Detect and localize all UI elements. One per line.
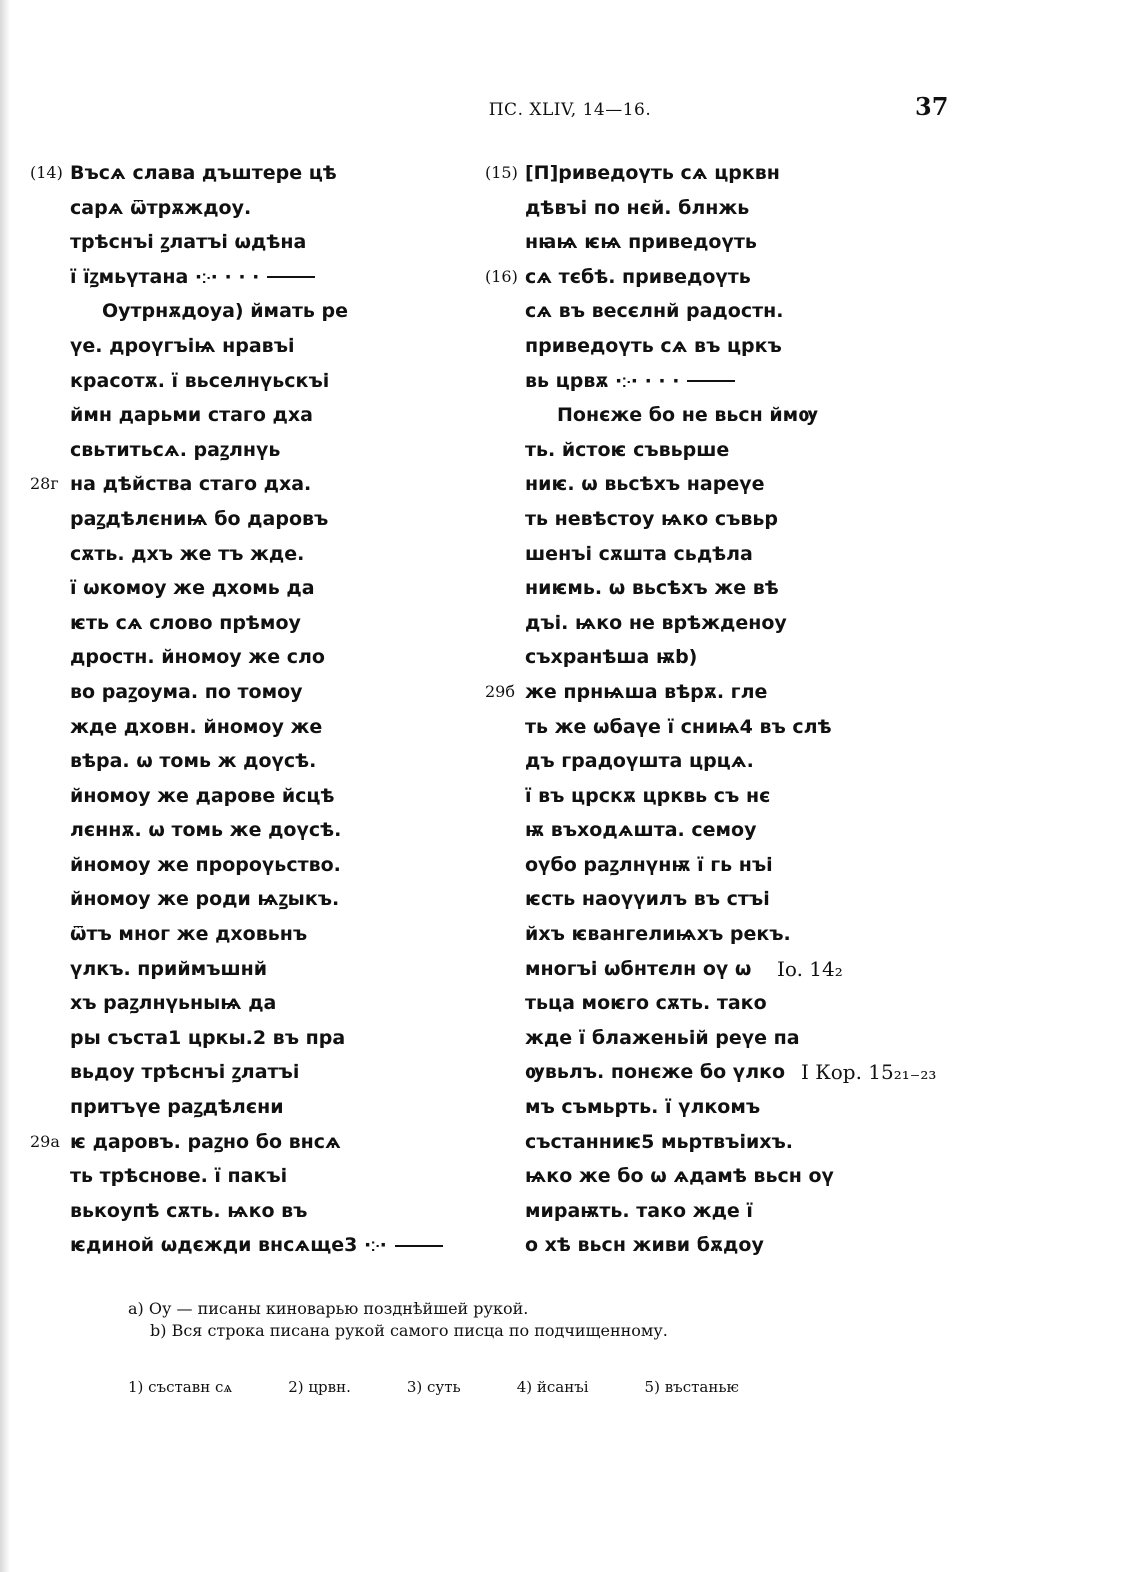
- line-text: Понєже бо не вьсн ймѹ: [557, 404, 819, 427]
- text-line: [30, 882, 510, 917]
- text-line: [485, 882, 965, 917]
- verse-marker: (15): [485, 163, 518, 182]
- text-line: [30, 1125, 510, 1160]
- line-text: хъ раꙁлнүьныѩ да: [70, 992, 277, 1015]
- text-line: [30, 986, 510, 1021]
- text-line: [485, 1228, 965, 1263]
- variant-reading: 4) йсанъі: [516, 1378, 589, 1396]
- line-text: оүбо раꙁлнүнѭ ї гь нъі: [525, 853, 773, 876]
- verse-marker: (14): [30, 163, 63, 182]
- line-text: вь црвѫ ·჻· · · ·: [525, 364, 735, 399]
- text-line: [30, 260, 510, 295]
- line-text: красотѫ. ї вьселнүьскъі: [70, 369, 330, 392]
- line-text: о хѣ вьсн живи бѫдоу: [525, 1234, 764, 1257]
- line-text: Въсѧ слава дъштере цѣ: [70, 162, 337, 184]
- right-text-column: [485, 156, 965, 1263]
- page-number: 37: [915, 92, 949, 121]
- line-text: на дѣйства стаго дха.: [70, 473, 312, 496]
- text-line: [30, 1194, 510, 1229]
- line-text: лєннѫ. ѡ томь же доүсѣ.: [70, 819, 342, 842]
- line-text: сарѧ ѿтрѫждоу.: [70, 196, 252, 219]
- line-text: ѥть сѧ слово прѣмоу: [70, 611, 301, 634]
- text-line: [30, 294, 510, 329]
- line-text: йхъ ѥвангелиѩхъ рекъ.: [525, 923, 791, 946]
- line-text: вькоупѣ сѫть. ѩко въ: [70, 1199, 308, 1222]
- text-line: [485, 364, 965, 399]
- text-line: [30, 917, 510, 952]
- text-line: [30, 571, 510, 606]
- text-line: [485, 1125, 965, 1160]
- text-line: [30, 1090, 510, 1125]
- variant-reading: 3) суть: [406, 1378, 461, 1396]
- text-line: [30, 225, 510, 260]
- line-text: ймн дарьми стаго дха: [70, 404, 313, 427]
- scripture-reference: I Кор. 15₂₁₋₂₃: [801, 1060, 937, 1085]
- line-text: во раꙁоума. по томоу: [70, 680, 303, 703]
- line-text: състанниѥ5 мьртвъіихъ.: [525, 1130, 794, 1153]
- text-line: [30, 502, 510, 537]
- text-line: [30, 710, 510, 745]
- line-text: ї їꙁмьүтана ·჻· · · ·: [70, 260, 315, 295]
- left-text-column: [30, 156, 510, 1263]
- verse-marker: 28г: [30, 474, 59, 494]
- text-line: [485, 848, 965, 883]
- text-line: [485, 675, 965, 710]
- line-text: раꙁдѣлєниѩ бо даровъ: [70, 507, 329, 530]
- line-text: сѧ въ весєлнй радостн.: [525, 300, 784, 323]
- text-line: [485, 433, 965, 468]
- line-text: ниѥ. ѡ вьсѣхъ нареүе: [525, 473, 765, 496]
- line-text: дѣвъі по нєй. блнжь: [525, 196, 750, 219]
- line-text: дъі. ѩко не врѣжденоу: [525, 611, 787, 634]
- text-line: [485, 917, 965, 952]
- text-line: [485, 952, 965, 987]
- text-line: [485, 1090, 965, 1125]
- text-line: [485, 1055, 965, 1090]
- line-text: ть невѣстоу ѩко съвьр: [525, 507, 779, 530]
- line-text: ї въ црскѫ црквь съ нє: [525, 784, 771, 807]
- text-line: [30, 537, 510, 572]
- line-text: трѣснъі ꙁлатъі ѡдѣна: [70, 231, 307, 254]
- text-line: [30, 191, 510, 226]
- variant-reading: 1) съставн сѧ: [128, 1378, 233, 1396]
- text-line: [485, 1159, 965, 1194]
- text-line: [30, 1228, 510, 1263]
- line-text: йномоу же роди ѩꙁыкъ.: [70, 888, 340, 911]
- text-line: [485, 191, 965, 226]
- line-text: приведоүть сѧ въ цркъ: [525, 334, 782, 357]
- text-line: [485, 398, 965, 433]
- text-line: [485, 744, 965, 779]
- verse-marker: 29б: [485, 681, 515, 701]
- variant-reading: 2) црвн.: [288, 1378, 351, 1396]
- line-text: Оутрнѫдоуа) ймать ре: [102, 300, 349, 323]
- text-line: [30, 640, 510, 675]
- text-line: [485, 467, 965, 502]
- text-line: [30, 606, 510, 641]
- line-text: йномоу же дарове йсцѣ: [70, 784, 335, 807]
- text-line: [30, 675, 510, 710]
- text-line: [30, 329, 510, 364]
- line-text: жде ї блаженьій реүе па: [525, 1026, 800, 1049]
- text-line: [30, 433, 510, 468]
- text-line: [30, 1055, 510, 1090]
- page-edge-shadow: [0, 0, 10, 1572]
- line-text: үлкъ. приймъшнй: [70, 957, 268, 980]
- line-text: [П]риведоүть сѧ црквн: [525, 162, 780, 184]
- line-text: ѹвьлъ. понєже бо үлко: [525, 1061, 786, 1084]
- line-text: ть трѣснове. ї пакъі: [70, 1165, 288, 1188]
- footnote-a: a) Оу — писаны киноварью позднѣйшей рукой.: [128, 1299, 529, 1318]
- verse-marker: 29а: [30, 1131, 60, 1151]
- line-text: ѥсть наоүүилъ въ стъі: [525, 888, 770, 911]
- variant-reading: 5) въстаньѥ: [644, 1378, 740, 1396]
- line-text: дъ градоүшта црцѧ.: [525, 750, 754, 773]
- line-text: ѭ въходѧшта. семоу: [525, 819, 757, 842]
- text-line: [30, 1159, 510, 1194]
- line-text: жде дховн. йномоу же: [70, 715, 323, 738]
- text-line: [485, 571, 965, 606]
- footnotes: [68, 1298, 948, 1342]
- text-line: [30, 848, 510, 883]
- text-line: [485, 502, 965, 537]
- line-text: йномоу же пророүьство.: [70, 853, 341, 876]
- text-line: [30, 744, 510, 779]
- text-line: [30, 467, 510, 502]
- text-line: [30, 813, 510, 848]
- line-text: же прнѩша вѣрѫ. гле: [525, 680, 768, 703]
- text-line: [30, 952, 510, 987]
- line-text: ѩко же бо ѡ ѧдамѣ вьсн оү: [525, 1165, 834, 1188]
- text-line: [485, 779, 965, 814]
- line-text: съхранѣша ѭb): [525, 646, 698, 669]
- text-line: [485, 225, 965, 260]
- text-line: [485, 986, 965, 1021]
- text-line: [485, 156, 965, 191]
- line-text: үе. дроүгъіѩ нравъі: [70, 334, 295, 357]
- text-line: [30, 1021, 510, 1056]
- line-text: многъі ѡбнтєлн оү ѡ: [525, 957, 752, 980]
- text-line: [485, 606, 965, 641]
- line-text: ниѥмь. ѡ вьсѣхъ же вѣ: [525, 577, 779, 600]
- line-text: вѣра. ѡ томь ж доүсѣ.: [70, 750, 317, 773]
- text-line: [485, 260, 965, 295]
- line-text: шенъі сѫшта сьдѣла: [525, 542, 753, 565]
- variant-readings: [128, 1378, 795, 1397]
- line-text: ть же ѡбаүе ї сниѩ4 въ слѣ: [525, 715, 832, 738]
- line-text: ры съста1 цркы.2 въ пра: [70, 1026, 346, 1049]
- line-text: тьца моѥго сѫть. тако: [525, 992, 767, 1015]
- line-text: ть. йстоѥ съвьрше: [525, 438, 730, 461]
- scripture-reference: Io. 14₂: [777, 956, 843, 981]
- line-text: вьдоу трѣснъі ꙁлатъі: [70, 1061, 300, 1084]
- text-line: [30, 779, 510, 814]
- text-line: [485, 813, 965, 848]
- line-text: сѫть. дхъ же тъ жде.: [70, 542, 305, 565]
- line-text: ѥдиной ѡдєжди внсѧще3 ·჻·: [70, 1228, 443, 1263]
- text-line: [30, 364, 510, 399]
- line-text: ї ѡкомоу же дхомь да: [70, 577, 315, 600]
- line-text: притъүе раꙁдѣлєни: [70, 1096, 284, 1119]
- verse-marker: (16): [485, 266, 518, 286]
- line-text: дростн. йномоу же сло: [70, 646, 325, 669]
- text-line: [485, 1021, 965, 1056]
- text-line: [485, 329, 965, 364]
- text-line: [485, 710, 965, 745]
- line-text: нꙗѩ ѥѩ приведоүть: [525, 231, 757, 254]
- text-line: [30, 398, 510, 433]
- footnote-b: b) Вся строка писана рукой самого писца по подчищенному.: [150, 1321, 668, 1340]
- line-text: ѥ даровъ. раꙁно бо внсѧ: [70, 1130, 341, 1153]
- running-title: ПС. XLIV, 14—16.: [488, 100, 652, 120]
- line-text: мъ съмьрть. ї үлкомъ: [525, 1096, 761, 1119]
- line-text: свьтитьсѧ. раꙁлнүь: [70, 438, 281, 461]
- line-text: мираѭть. тако жде ї: [525, 1199, 753, 1222]
- text-line: [485, 537, 965, 572]
- line-text: сѧ тєбѣ. приведоүть: [525, 265, 751, 288]
- line-text: ѿтъ мног же дховьнъ: [70, 923, 308, 946]
- text-line: [30, 156, 510, 191]
- text-line: [485, 1194, 965, 1229]
- text-line: [485, 640, 965, 675]
- text-line: [485, 294, 965, 329]
